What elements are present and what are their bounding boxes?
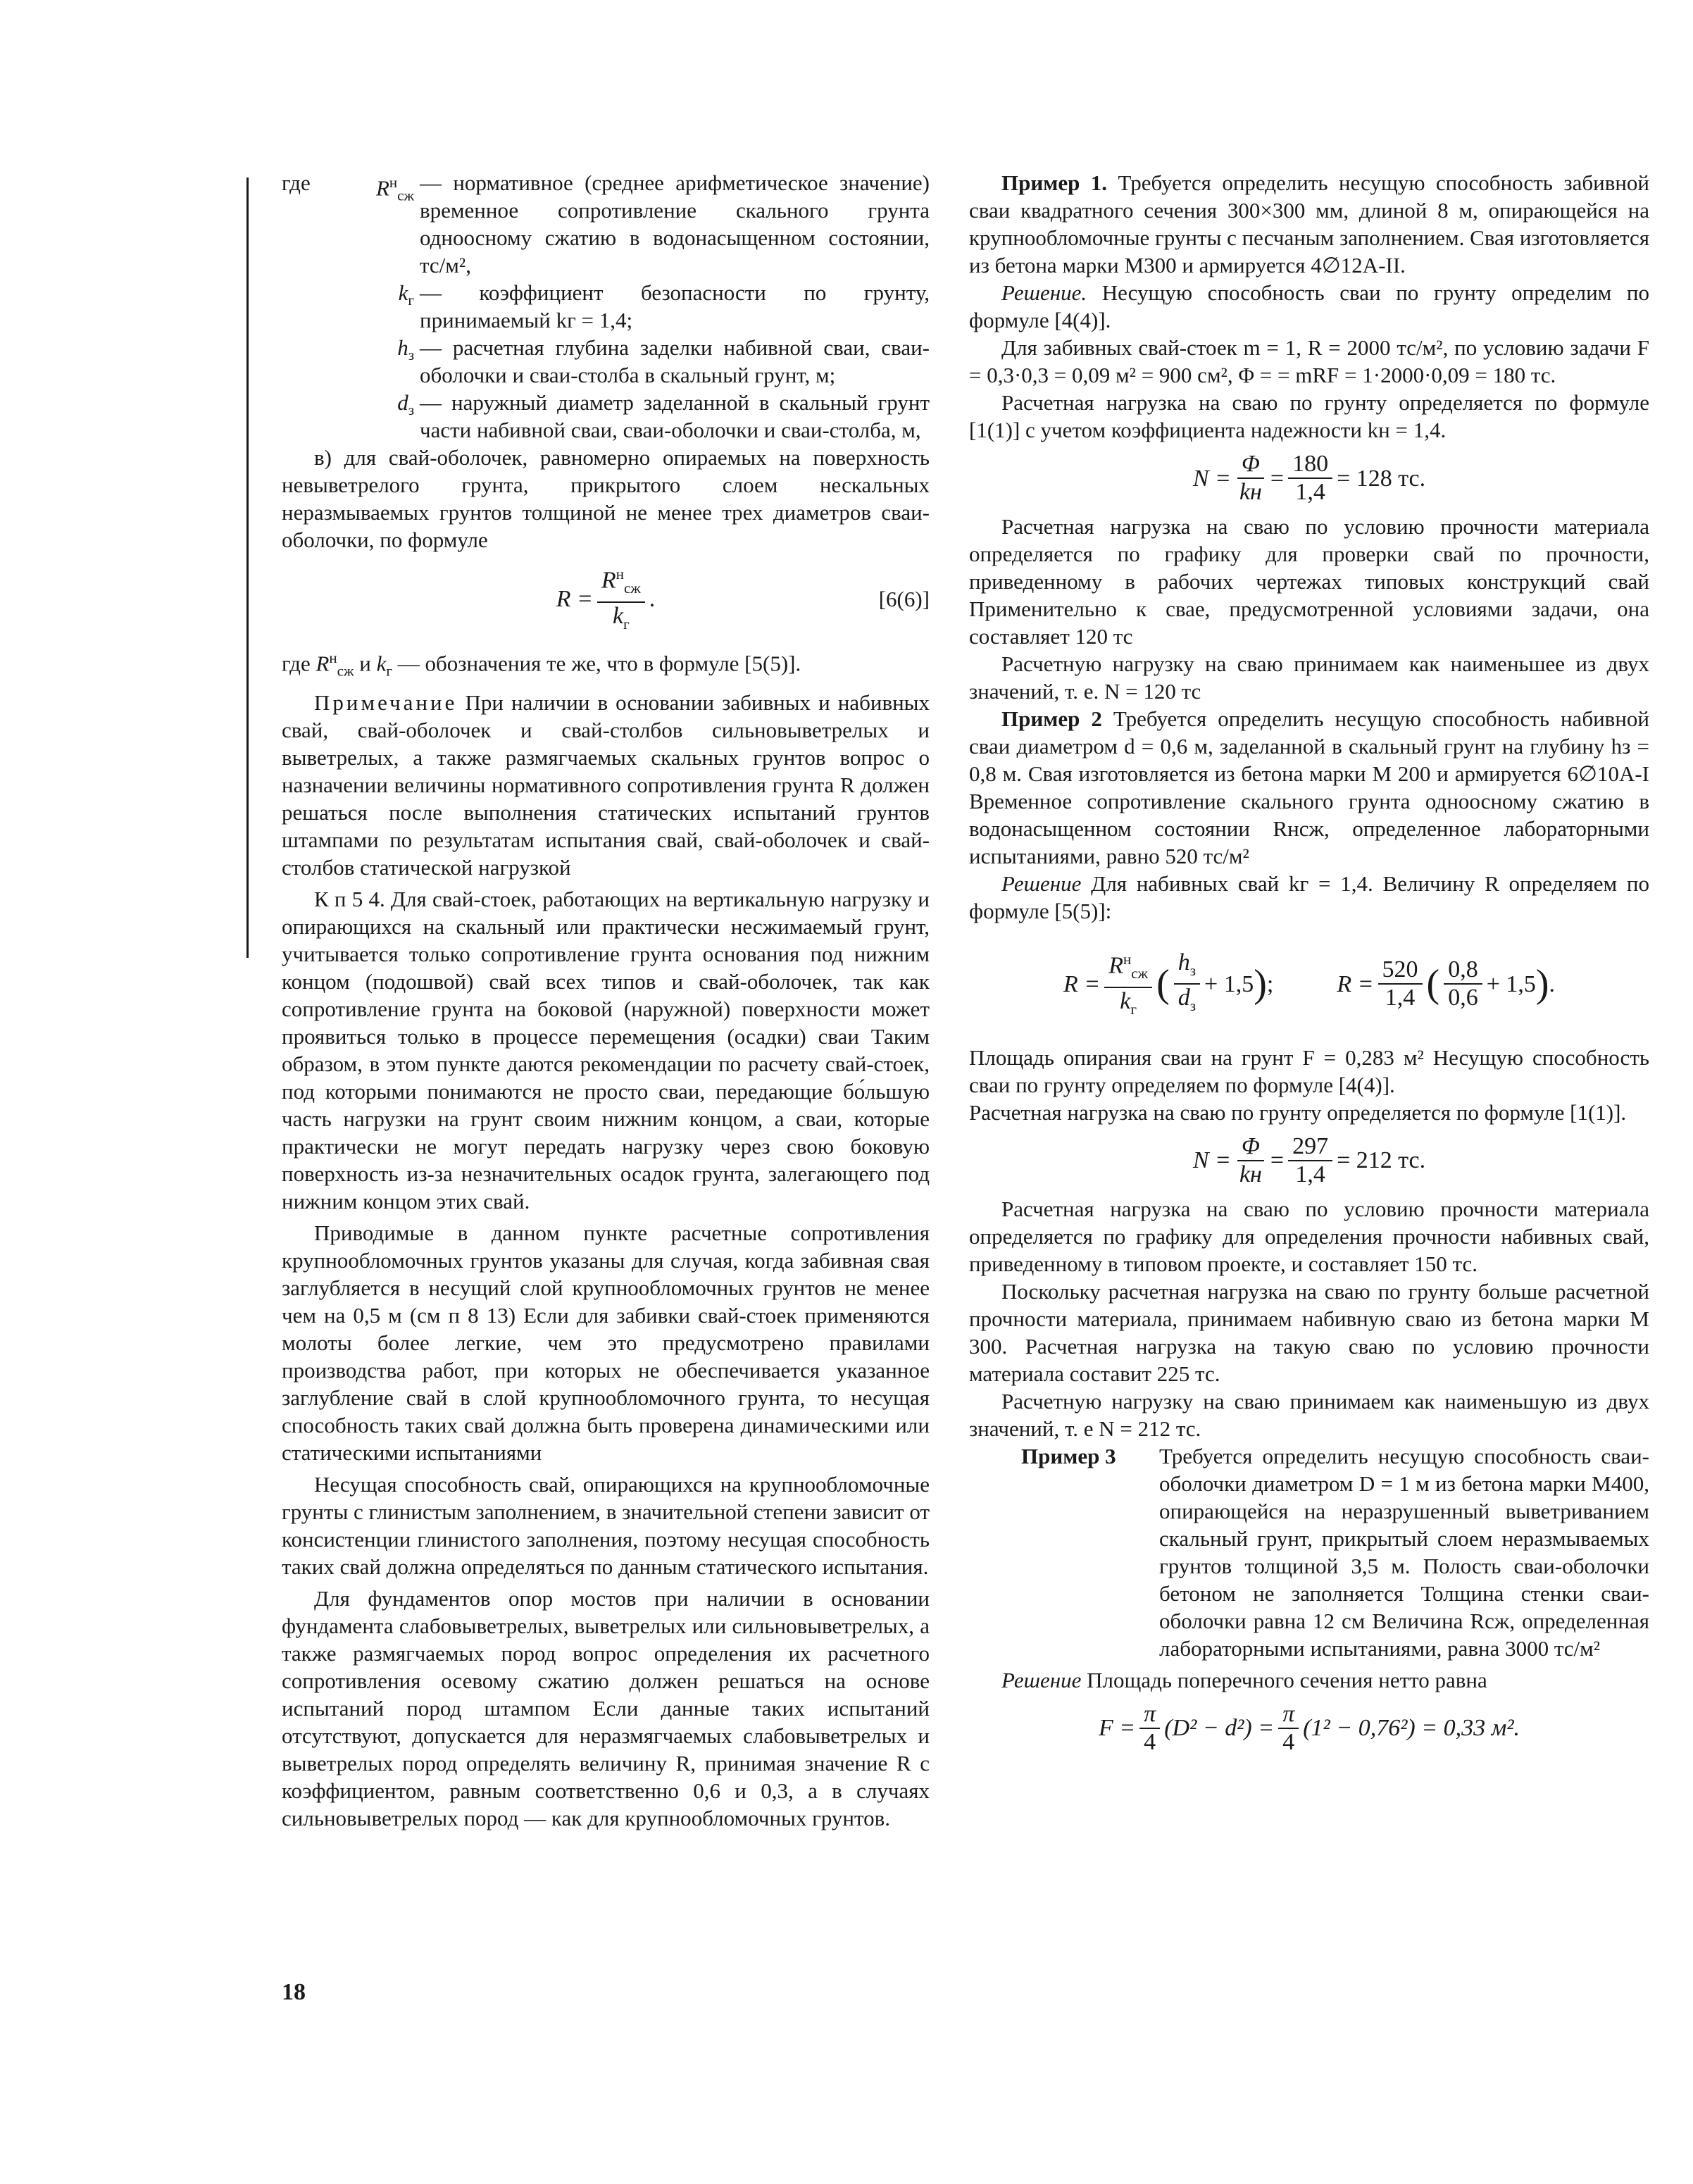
paragraph: К п 5 4. Для свай-стоек, работающих на вертикальную нагрузку и опирающихся на скальный или практически несжимаемый грунт, учитывается только сопротивление грунта основания под нижним концом (подошвой) свай всех типов и свай-оболочек, так как сопротивление грунта на боковой (наружной) поверхности может проявиться только в процессе перемещения (осадки) сваи Таким образом, в этом пункте даются рекомендации по расчету свай-стоек, под которыми понимаются не просто сваи, передающие бо́льшую часть нагрузки на грунт своим нижним концом, а сваи, которые практически не могут передать нагрузку через свою боковую поверхность из-за незначительных осадок грунта, залегающего под нижним концом этих свай. xyxy=(282,887,930,1214)
paragraph: Несущая способность свай, опирающихся на крупнообломочные грунты с глинистым заполнением, в значительной степени зависит от консистенции глинистого заполнения, поэтому несущая способность таких свай должна определяться по данным статического испытания. xyxy=(282,1472,930,1580)
solution-label: Решение. xyxy=(1001,280,1087,305)
example-3 xyxy=(969,1442,1649,1662)
right-column xyxy=(969,169,1649,1763)
definition-text: — нормативное (среднее арифметическое значение) временное сопротивление скального грунта одноосному сжатию в водонасыщенном состоянии, тс/м², xyxy=(420,170,930,277)
note-paragraph: Примечание При наличии в основании забивных и набивных свай, свай-оболочек и свай-столбов сильновыветрелых и выветрелых, а также размягчаемых скальных грунтов вопрос о назначении величины нормативного сопротивления грунта R должен решаться после выполнения статических испытаний грунтов штампами по результатам испытания свай, свай-оболочек и свай-столбов статической нагрузкой xyxy=(282,690,930,880)
paragraph: Расчетную нагрузку на сваю принимаем как наименьшую из двух значений, т. е N = 212 тс. xyxy=(969,1388,1649,1441)
definition-item: $h_з$ — расчетная глубина заделки набивной сваи, сваи-оболочки и сваи-столба в скальный грунт, м; xyxy=(397,335,930,387)
solution: Решение. Несущую способность сваи по грунту определим по формуле [4(4)]. xyxy=(969,280,1650,332)
definitions-list xyxy=(282,169,930,444)
definition-text: — наружный диаметр заделанной в скальный грунт части набивной сваи, сваи-оболочки и сваи-столба, м, xyxy=(420,390,930,442)
example-label: Пример 1. xyxy=(1001,170,1108,195)
paragraph: Приводимые в данном пункте расчетные сопротивления крупнообломочных грунтов указаны для случая, когда забивная свая заглубляется в несущий слой крупнообломочных грунтов не менее чем на 0,5 м (см п 8 13) Если для забивки свай-стоек применяются молоты более легкие, чем это предусмотрено правилами производства работ, при которых не обеспечивается указанное заглубление свай в слой крупнообломочного грунта, то несущая способность таких свай должна быть проверена динамическими или статическими испытаниями xyxy=(282,1221,930,1466)
definition-item: $d_з$ — наружный диаметр заделанной в скальный грунт части набивной сваи, сваи-оболочки и сваи-столба, м, xyxy=(397,390,930,442)
example-2: Пример 2 Требуется определить несущую способность набивной сваи диаметром d = 0,6 м, заделанной в скальный грунт на глубину hз = 0,8 м. Свая изготовляется из бетона марки М 200 и армируется 6∅10А-I Временное сопротивление скального грунта одноосному сжатию в водонасыщенном состоянии Rнсж, определенное лабораторными испытаниями, равно 520 тс/м² xyxy=(969,706,1649,868)
example-text: Требуется определить несущую способность сваи-оболочки диаметром D = 1 м из бетона марки М400, опирающейся на неразрушенный выветриванием скальный грунт, прикрытый слоем неразмываемых грунтов толщиной 3,5 м. Полость сваи-оболочки бетоном не заполняется Толщина стенки сваи-оболочки равна 12 см Величина Rсж, определенная лабораторными испытаниями, равна 3000 тс/м² xyxy=(1159,1443,1649,1661)
solution: Решение Площадь поперечного сечения нетто равна xyxy=(1001,1667,1487,1692)
definition-item: $k_г$ — коэффициент безопасности по грунту, принимаемый kг = 1,4; xyxy=(398,280,930,332)
formula-n-1: N = $\frac{\Phi}{kн}$ = $\frac{180}{1,4}$ = 128 тс. xyxy=(1192,451,1426,505)
margin-change-bar xyxy=(246,177,249,958)
definition-text: — расчетная глубина заделки набивной сваи, сваи-оболочки и сваи-столба в скальный грунт, м; xyxy=(420,335,930,387)
paragraph: Расчетная нагрузка на сваю по условию прочности материала определяется по графику для определения прочности набивных свай, приведенному в типовом проекте, и составляет 150 тс. xyxy=(969,1196,1649,1276)
example-1: Пример 1. Требуется определить несущую способность забивной сваи квадратного сечения 300×300 мм, длиной 8 м, опирающейся на крупнообломочные грунты с песчаным заполнением. Свая изготовляется из бетона марки М300 и армируется 4∅12А-II. xyxy=(969,170,1650,277)
formula-n-2: N = $\frac{\Phi}{kн}$ = $\frac{297}{1,4}$ = 212 тс. xyxy=(1192,1132,1426,1187)
definition-item: где $R^н_{сж}$ — нормативное (среднее арифметическое значение) временное сопротивление скального грунта одноосному сжатию в водонасыщенном состоянии, тс/м², xyxy=(282,170,930,277)
left-column xyxy=(282,169,930,1832)
formula-number: [6(6)] xyxy=(878,586,930,611)
example-label: Пример 2 xyxy=(1001,706,1102,731)
paragraph: Для фундаментов опор мостов при наличии в основании фундамента слабовыветрелых, выветрелых или сильновыветрелых, а также размягчаемых пород вопрос определения их расчетного сопротивления осевому сжатию должен решаться на основе испытаний пород штампом Если данные таких испытаний отсутствуют, допускается для неразмягчаемых слабовыветрелых и выветрелых пород определять величину R, принимая значение R с коэффициентом, равным соответственно 0,6 и 0,3, а в случаях сильновыветрелых пород — как для крупнообломочных грунтов. xyxy=(282,1586,930,1831)
example-label: Пример 3 xyxy=(1021,1443,1116,1468)
formula-r-5: R = $\frac{R^н_{сж}}{k_г}$ ( $\frac{h_з}{d_з}$ + 1,5 ) ; R = $\frac{520}{1,4}$ ( $\frac{0,8}{0,6}$ + 1,5 ) . xyxy=(969,946,1649,1023)
formula-f: F = $\frac{\pi}{4}$ (D² − d²) = $\frac{\pi}{4}$ (1² − 0,76²) = 0,33 м². xyxy=(1098,1700,1520,1755)
solution-label: Решение xyxy=(1001,871,1082,896)
where-label: где xyxy=(282,170,311,195)
page-number: 18 xyxy=(282,1979,306,2005)
paragraph: Расчетная нагрузка на сваю по условию прочности материала определяется по графику для проверки свай по прочности, приведенному в рабочих чертежах типовых конструкций свай Применительно к свае, предусмотренной условиями задачи, она составляет 120 тс xyxy=(969,514,1649,649)
paragraph: Поскольку расчетная нагрузка на сваю по грунту больше расчетной прочности материала, принимаем набивную сваю из бетона марки М 300. Расчетная нагрузка на такую сваю по условию прочности материала составит 225 тс. xyxy=(969,1278,1649,1386)
paragraph: Расчетная нагрузка на сваю по грунту определяется по формуле [1(1)] с учетом коэффициента надежности kн = 1,4. xyxy=(969,390,1649,442)
solution-label: Решение xyxy=(1001,1667,1082,1692)
paragraph: Расчетную нагрузку на сваю принимаем как наименьшее из двух значений, т. е. N = 120 тс xyxy=(969,651,1649,704)
definition-text: — коэффициент безопасности по грунту, принимаемый kг = 1,4; xyxy=(420,280,930,332)
paragraph: Площадь опирания сваи на грунт F = 0,283 м² Несущую способность сваи по грунту определяем по формуле [4(4)]. xyxy=(969,1044,1649,1097)
solution: Решение Для набивных свай kг = 1,4. Величину R определяем по формуле [5(5)]: xyxy=(969,871,1650,923)
formula-6: R = $\frac{R^н_{сж}}{k_г}$ . [6(6)] xyxy=(282,561,930,637)
paragraph: Для забивных свай-стоек m = 1, R = 2000 тс/м², по условию задачи F = 0,3·0,3 = 0,09 м² = 900 см², Φ = = mRF = 1·2000·0,09 = 180 тс. xyxy=(969,335,1649,387)
note-label: Примечание xyxy=(314,690,458,716)
where-note: где $R^н_{сж}$ и $k_г$ — обозначения те же, что в формуле [5(5)]. xyxy=(282,649,801,680)
paragraph-v: в) для свай-оболочек, равномерно опираемых на поверхность невыветрелого грунта, прикрытого слоем нескальных неразмываемых грунтов толщиной не менее трех диаметров сваи-оболочки, по формуле xyxy=(282,445,930,552)
paragraph: Расчетная нагрузка на сваю по грунту определяется по формуле [1(1)]. xyxy=(969,1099,1627,1125)
